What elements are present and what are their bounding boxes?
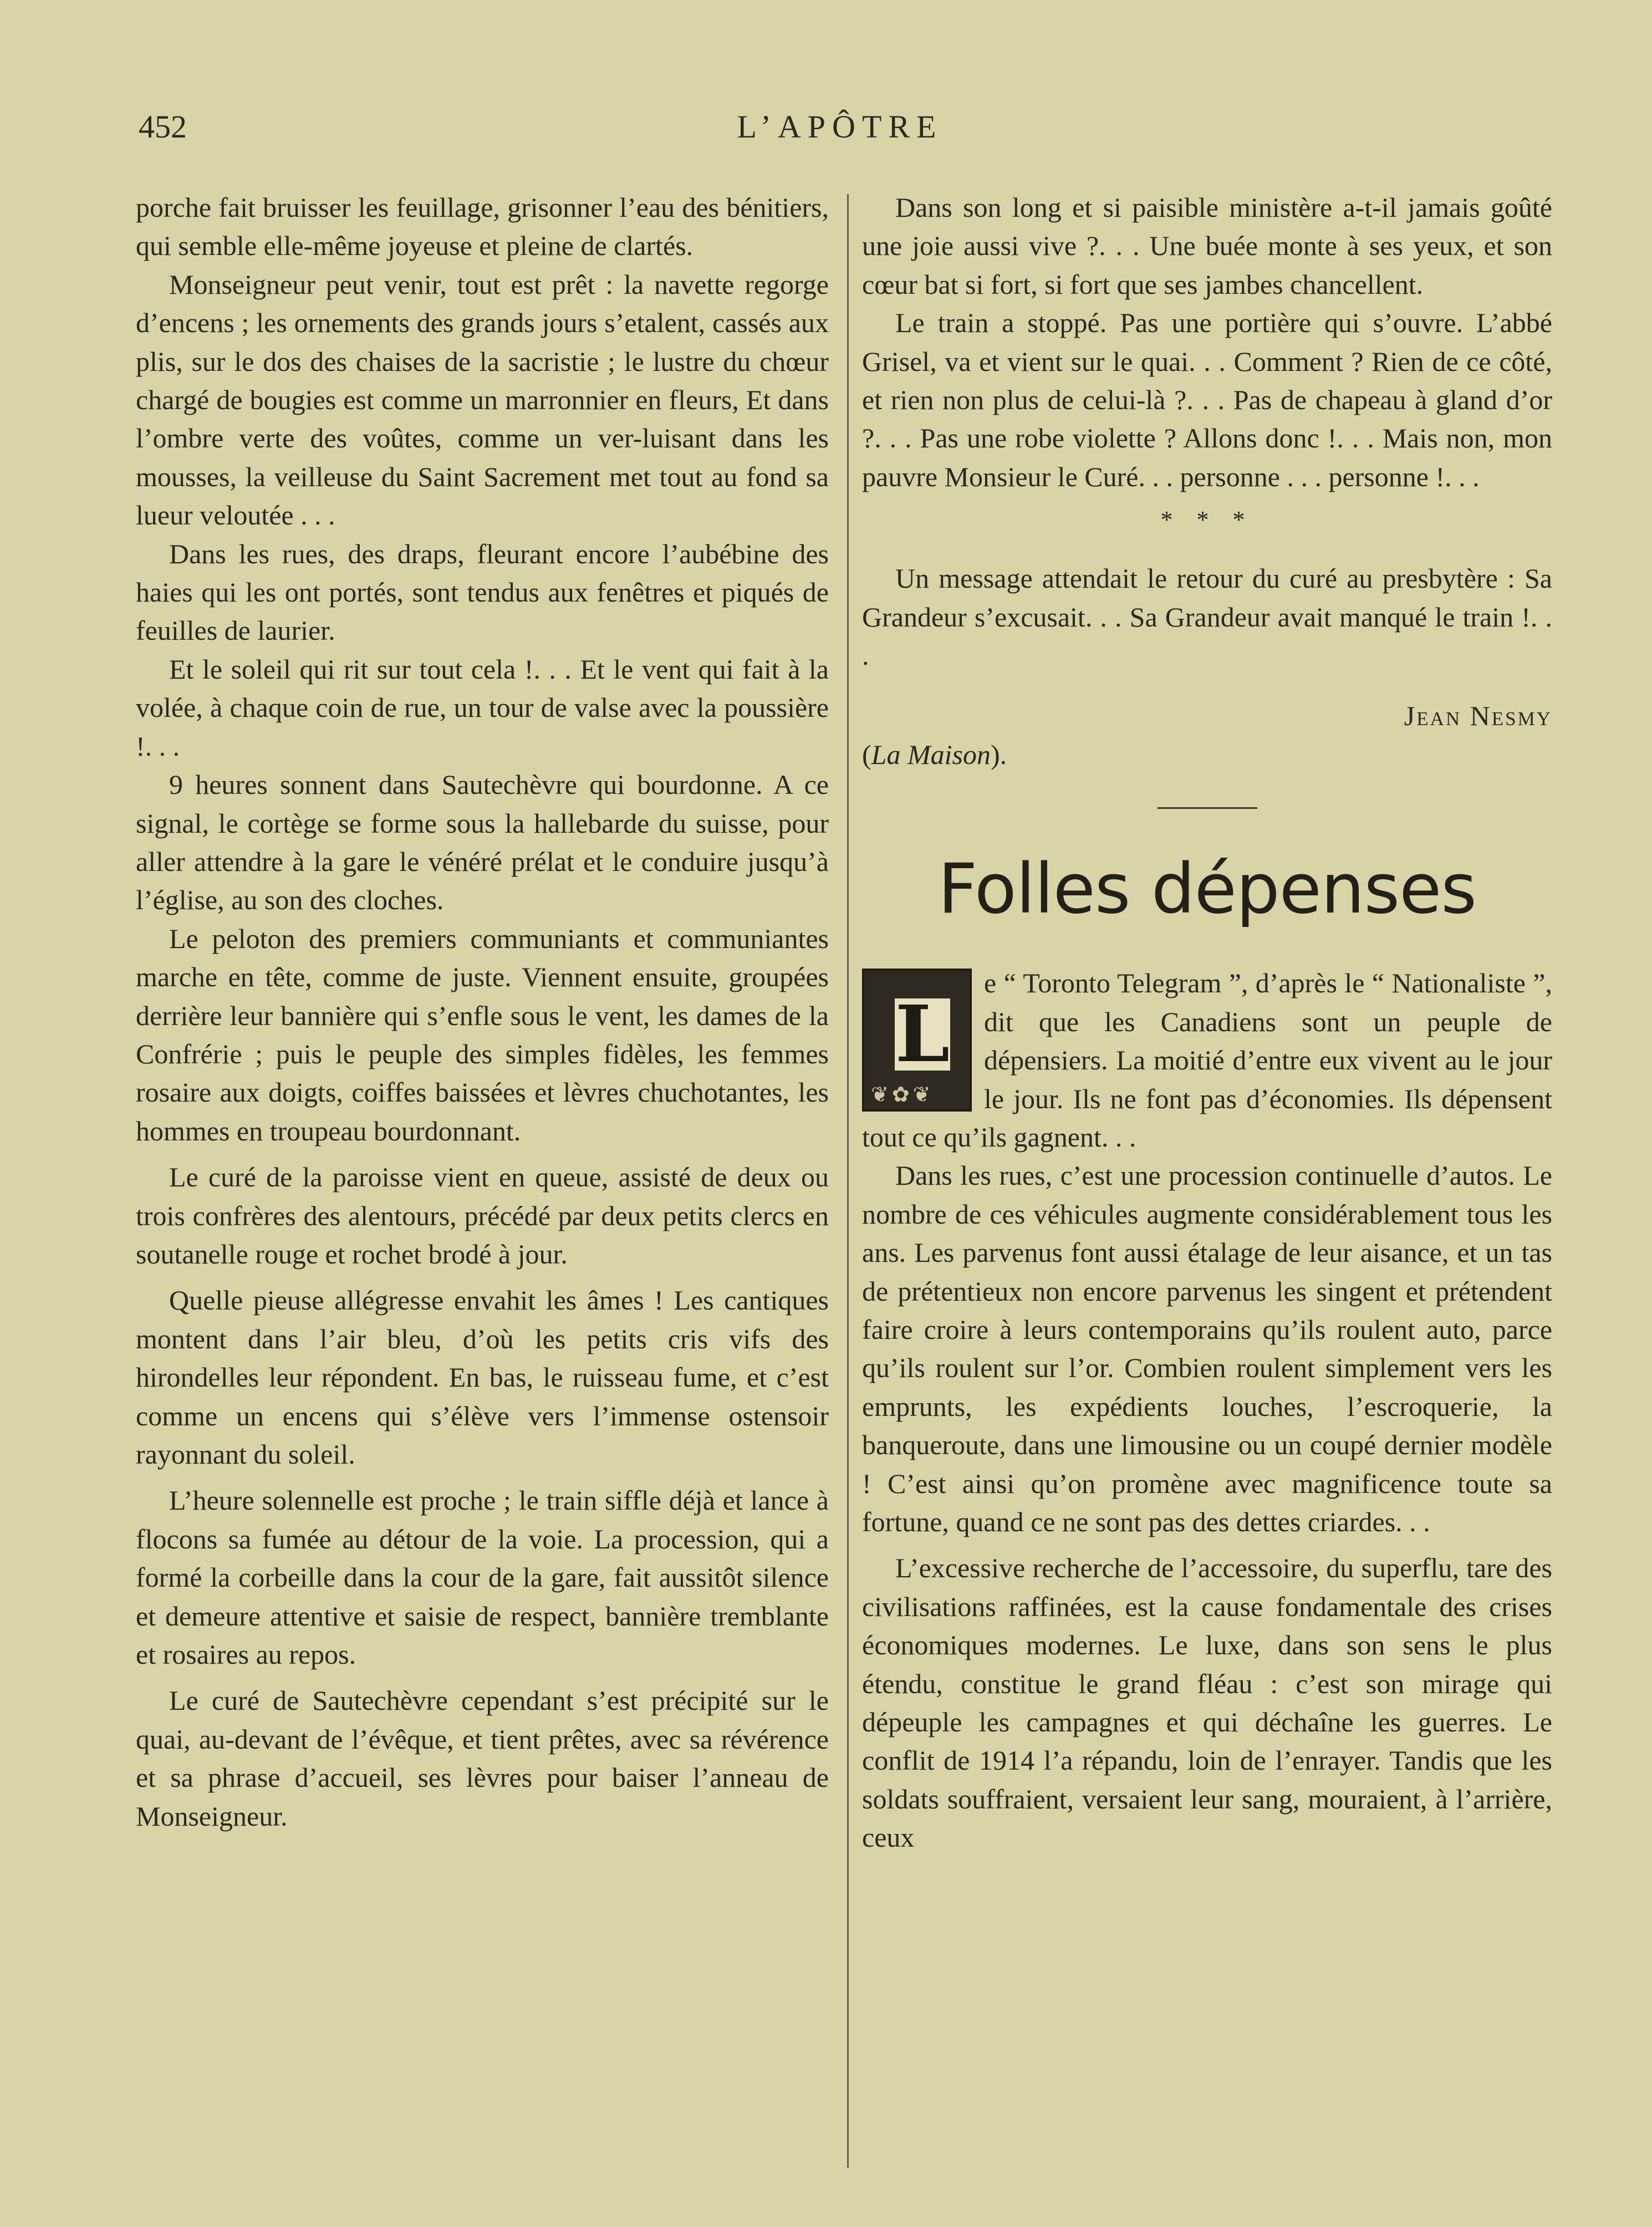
paragraph: e “ Toronto Telegram ”, d’après le “ Nationaliste ”, dit que les Canadiens sont un peuple de dépensiers. La moitié d’entre eux vivent au le jour le jour. Ils ne font pas d’économies. Ils dépensent tout ce qu’ils gagnent. . . [862, 967, 1552, 1153]
paragraph: Le curé de Sautechèvre cependant s’est précipité sur le quai, au-devant de l’évêque, et tient prêtes, avec sa révérence et sa phrase d’accueil, ses lèvres pour baiser l’anneau de Monseigneur. [136, 1685, 829, 1832]
paragraph: 9 heures sonnent dans Sautechèvre qui bourdonne. A ce signal, le cortège se forme sous la hallebarde du suisse, pour aller attendre à la gare le vénéré prélat et le conduire jusqu’à l’église, au son des cloches. [136, 769, 829, 916]
dropcap-ornament-icon: ❦✿❦ [871, 1083, 934, 1107]
paragraph: Monseigneur peut venir, tout est prêt : la navette regorge d’encens ; les ornements des grands jours s’etalent, cassés aux plis, sur le dos des chaises de la sacristie ; le lustre du chœur chargé de bougies est comme un marronnier en fleurs, Et dans l’ombre verte des voûtes, comme un ver-luisant dans les mousses, la veilleuse du Saint Sacrement met tout au fond sa lueur veloutée . . . [136, 268, 829, 531]
paragraph: porche fait bruisser les feuillage, grisonner l’eau des bénitiers, qui semble elle-même joyeuse et pleine de clartés. [136, 192, 829, 262]
journal-title: L’APÔTRE [737, 109, 943, 145]
paragraph: Un message attendait le retour du curé au presbytère : Sa Grandeur s’excusait. . . Sa Grandeur avait manqué le train !. . . [862, 563, 1552, 671]
running-head [136, 108, 1544, 152]
column-divider [847, 194, 849, 2168]
source-citation: (La Maison). [862, 738, 1007, 770]
paragraph: Et le soleil qui rit sur tout cela !. . . Et le vent qui fait à la volée, à chaque coin de rue, un tour de valse avec la poussière !. . . [136, 653, 829, 762]
paragraph: Dans les rues, c’est une procession continuelle d’autos. Le nombre de ces véhicules augmente considérablement tous les ans. Les parvenus font aussi étalage de leur aisance, et un tas de prétentieux non encore parvenus les singent et prétendent faire croire à leurs contemporains qu’ils roulent auto, parce qu’ils roulent sur l’or. Combien roulent simplement vers les emprunts, les expédients louches, l’escroquerie, la banqueroute, dans une limousine ou un coupé dernier modèle ! C’est ainsi qu’on promène avec magnificence toute sa fortune, quand ce ne sont pas des dettes criardes. . . [862, 1160, 1552, 1537]
author-signature: Jean Nesmy [1404, 700, 1552, 732]
ornamental-dropcap [862, 969, 972, 1112]
section-rule [1158, 807, 1257, 809]
paragraph: L’excessive recherche de l’accessoire, du superflu, tare des civilisations raffinées, est la cause fondamentale des crises économiques modernes. Le luxe, dans son sens le plus étendu, constitue le grand fléau : c’est son mirage qui dépeuple les campagnes et qui déchaîne les guerres. Le conflit de 1914 l’a répandu, loin de l’enrayer. Tandis que les soldats souffraient, versaient leur sang, mouraient, à l’arrière, ceux [862, 1552, 1552, 1853]
paragraph: Dans son long et si paisible ministère a-t-il jamais goûté une joie aussi vive ?. . . Une buée monte à ses yeux, et son cœur bat si fort, si fort que ses jambes chancellent. [862, 192, 1552, 300]
source-title: La Maison [871, 738, 991, 770]
paragraph: Le train a stoppé. Pas une portière qui s’ouvre. L’abbé Grisel, va et vient sur le quai. . . Comment ? Rien de ce côté, et rien non plus de celui-là ?. . . Pas de chapeau à gland d’or ?. . . Pas une robe violette ? Allons donc !. . . Mais non, mon pauvre Monsieur le Curé. . . personne . . . personne !. . . [862, 307, 1552, 492]
paragraph: L’heure solennelle est proche ; le train siffle déjà et lance à flocons sa fumée au détour de la voie. La procession, qui a formé la corbeille dans la cour de la gare, fait aussitôt silence et demeure attentive et saisie de respect, bannière tremblante et rosaires au repos. [136, 1485, 829, 1670]
paragraph: Quelle pieuse allégresse envahit les âmes ! Les cantiques montent dans l’air bleu, d’où les petits cris vifs des hirondelles leur répondent. En bas, le ruisseau fume, et c’est comme un encens qui s’élève vers l’immense ostensoir rayonnant du soleil. [136, 1285, 829, 1470]
right-column [862, 188, 1552, 1857]
article-title: Folles dépenses [937, 849, 1477, 930]
page-number: 452 [139, 109, 187, 145]
section-asterism: * * * [1160, 506, 1254, 534]
left-column [136, 188, 829, 1836]
paragraph: Dans les rues, des draps, fleurant encore l’aubébine des haies qui les ont portés, sont tendus aux fenêtres et piqués de feuilles de laurier. [136, 538, 829, 646]
paragraph: Le curé de la paroisse vient en queue, assisté de deux ou trois confrères des alentours, précédé par deux petits clercs en soutanelle rouge et rochet brodé à jour. [136, 1161, 829, 1270]
paragraph: Le peloton des premiers communiants et communiantes marche en tête, comme de juste. Viennent ensuite, groupées derrière leur bannière qui s’enfle sous le vent, les dames de la Confrérie ; puis le peuple des simples fidèles, les femmes rosaire aux doigts, coiffes baissées et lèvres chuchotantes, les hommes en troupeau bourdonnant. [136, 923, 829, 1146]
dropcap-letter: L [895, 989, 950, 1081]
